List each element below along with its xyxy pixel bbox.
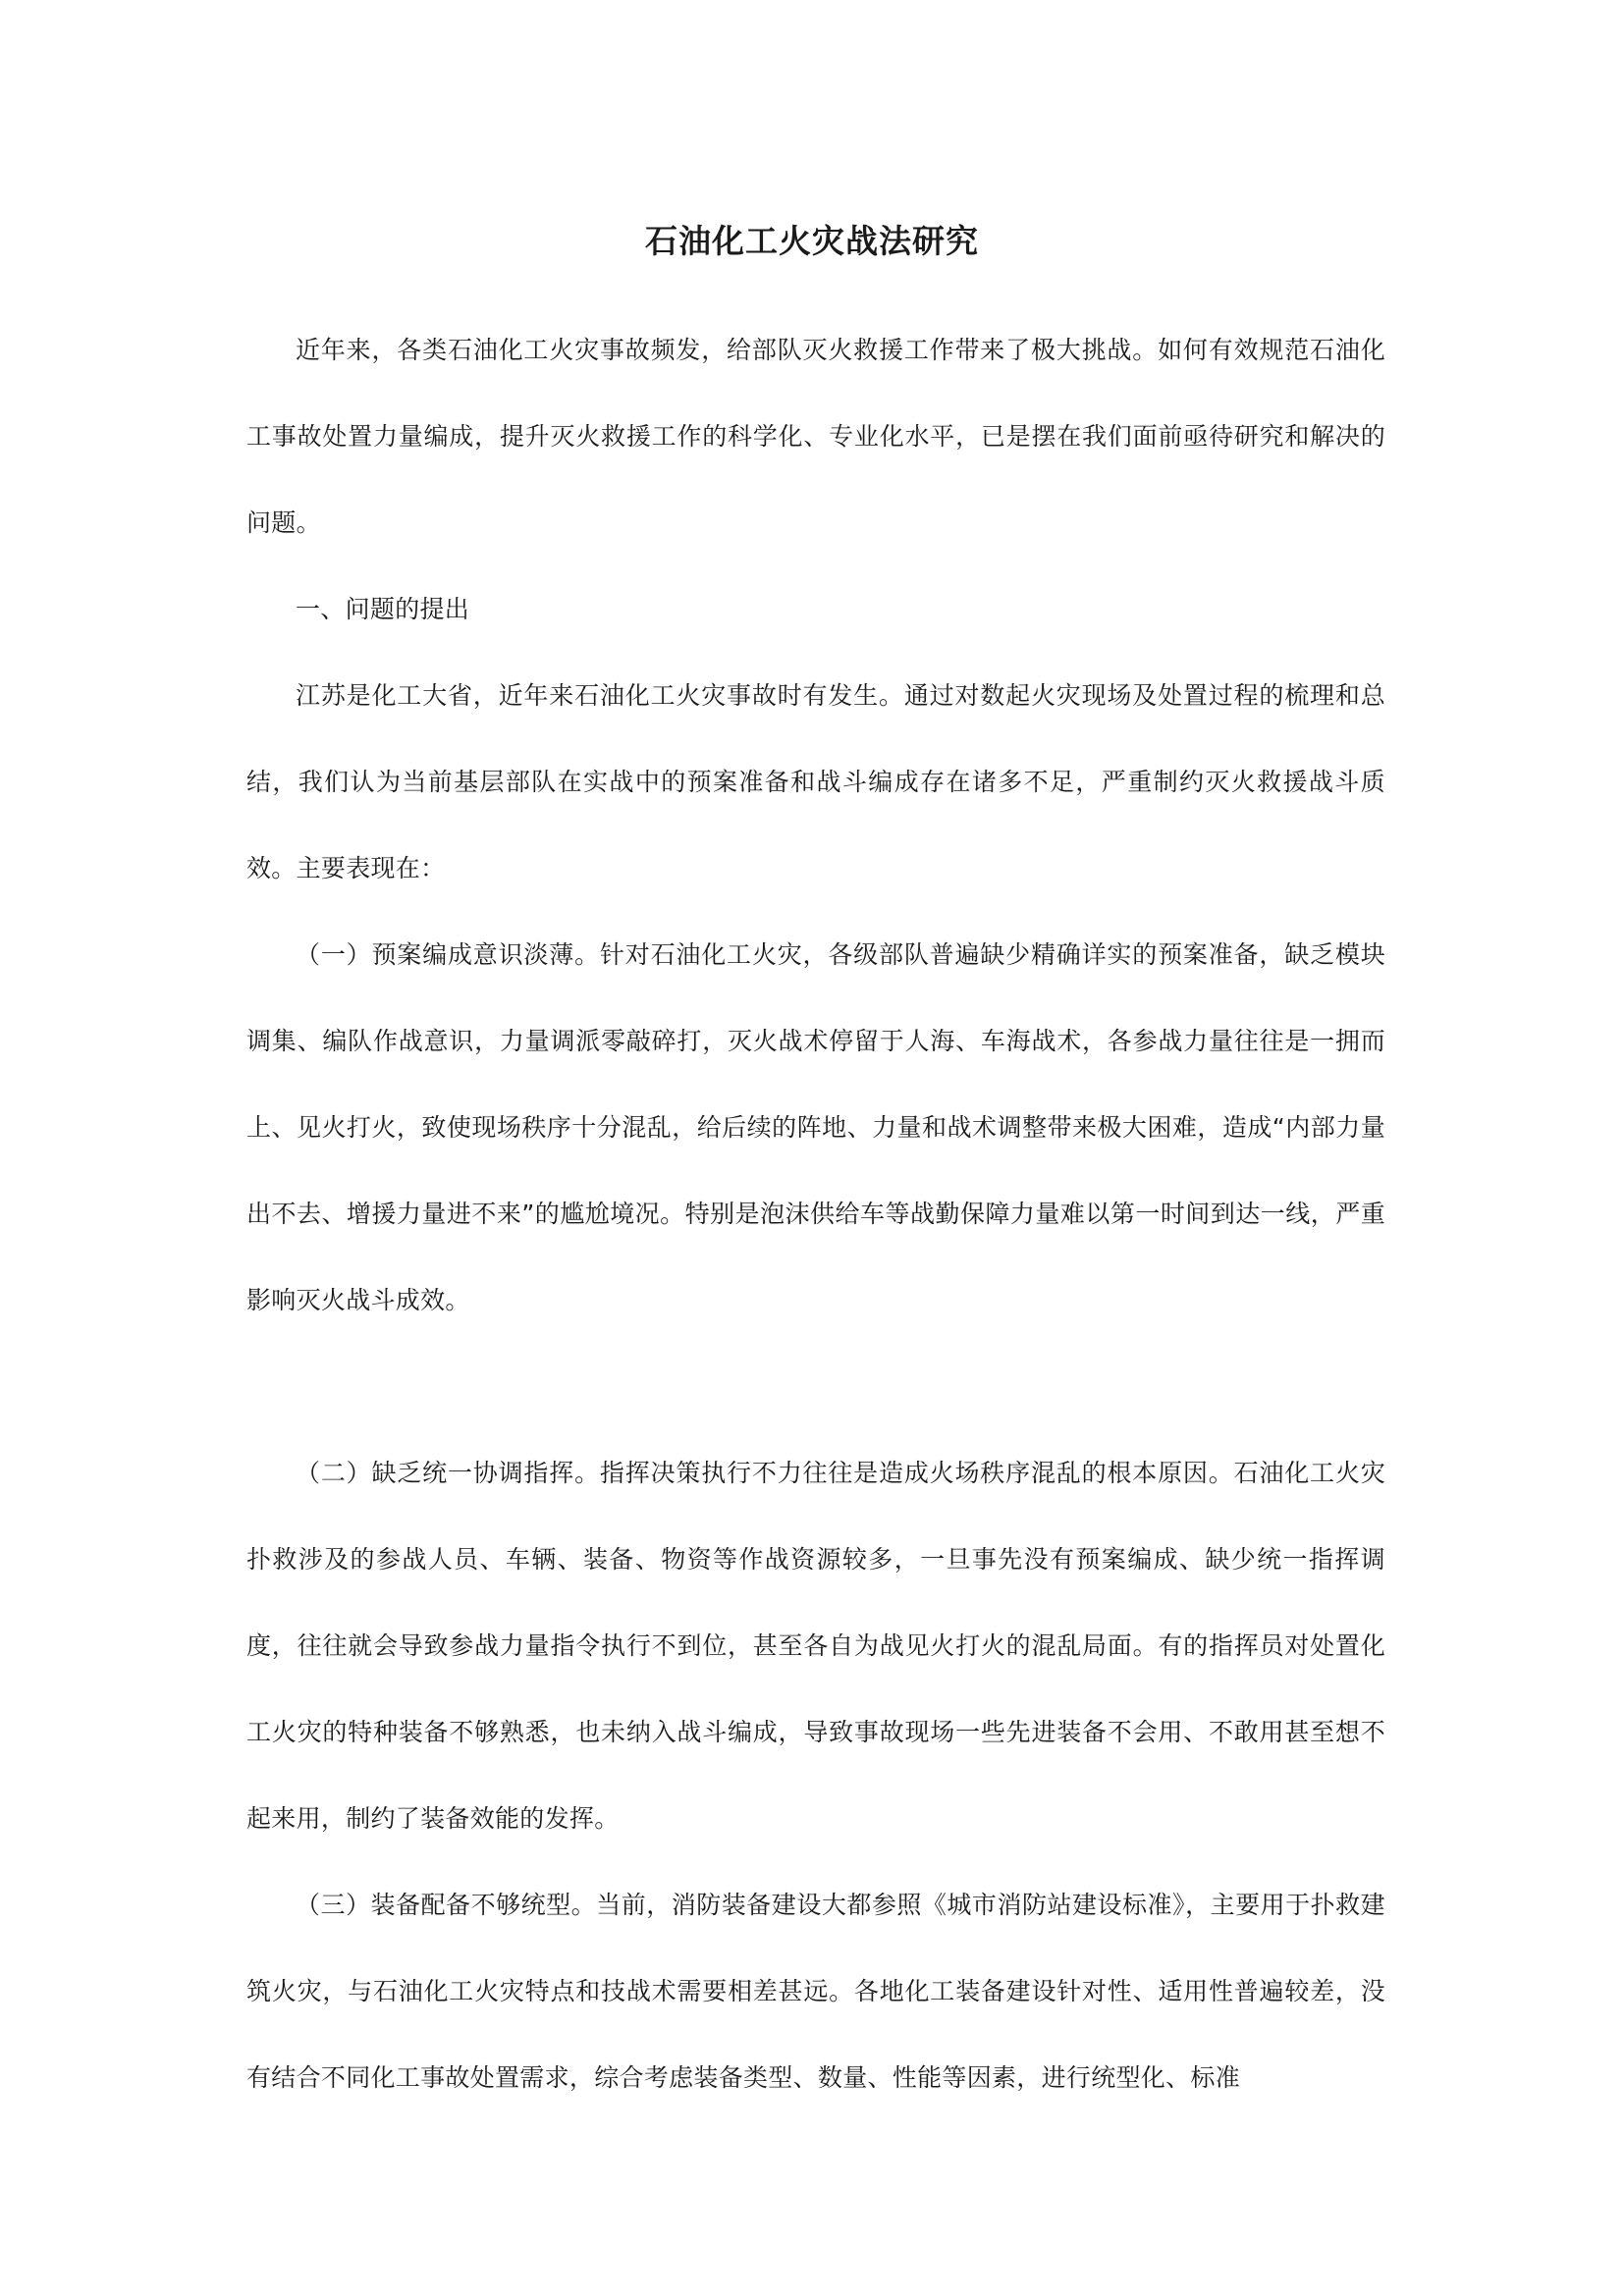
paragraph-point-1: （一）预案编成意识淡薄。针对石油化工火灾，各级部队普遍缺少精确详实的预案准备，缺乏模块调集、编队作战意识，力量调派零敲碎打，灭火战术停留于人海、车海战术，各参战力量往往是一拥而上、见火打火，致使现场秩序十分混乱，给后续的阵地、力量和战术调整带来极大困难，造成“内部力量出不去、增援力量进不来”的尴尬境况。特别是泡沫供给车等战勤保障力量难以第一时间到达一线，严重影响灭火战斗成效。	[246, 940, 1385, 1314]
document-body	[246, 307, 1385, 2121]
intro-paragraph: 近年来，各类石油化工火灾事故频发，给部队灭火救援工作带来了极大挑战。如何有效规范石油化工事故处置力量编成，提升灭火救援工作的科学化、专业化水平，已是摆在我们面前亟待研究和解决的问题。	[246, 336, 1385, 537]
paragraph-jiangsu: 江苏是化工大省，近年来石油化工火灾事故时有发生。通过对数起火灾现场及处置过程的梳理和总结，我们认为当前基层部队在实战中的预案准备和战斗编成存在诸多不足，严重制约灭火救援战斗质效。主要表现在：	[246, 681, 1385, 882]
section-heading-1: 一、问题的提出	[296, 595, 470, 623]
paragraph-point-2: （二）缺乏统一协调指挥。指挥决策执行不力往往是造成火场秩序混乱的根本原因。石油化工火灾扑救涉及的参战人员、车辆、装备、物资等作战资源较多，一旦事先没有预案编成、缺少统一指挥调度，往往就会导致参战力量指令执行不到位，甚至各自为战见火打火的混乱局面。有的指挥员对处置化工火灾的特种装备不够熟悉，也未纳入战斗编成，导致事故现场一些先进装备不会用、不敢用甚至想不起来用，制约了装备效能的发挥。	[246, 1459, 1385, 1833]
document-title: 石油化工火灾战法研究	[645, 222, 979, 260]
paragraph-point-3: （三）装备配备不够统型。当前，消防装备建设大都参照《城市消防站建设标准》，主要用于扑救建筑火灾，与石油化工火灾特点和技战术需要相差甚远。各地化工装备建设针对性、适用性普遍较差，没有结合不同化工事故处置需求，综合考虑装备类型、数量、性能等因素，进行统型化、标准	[246, 1891, 1385, 2092]
